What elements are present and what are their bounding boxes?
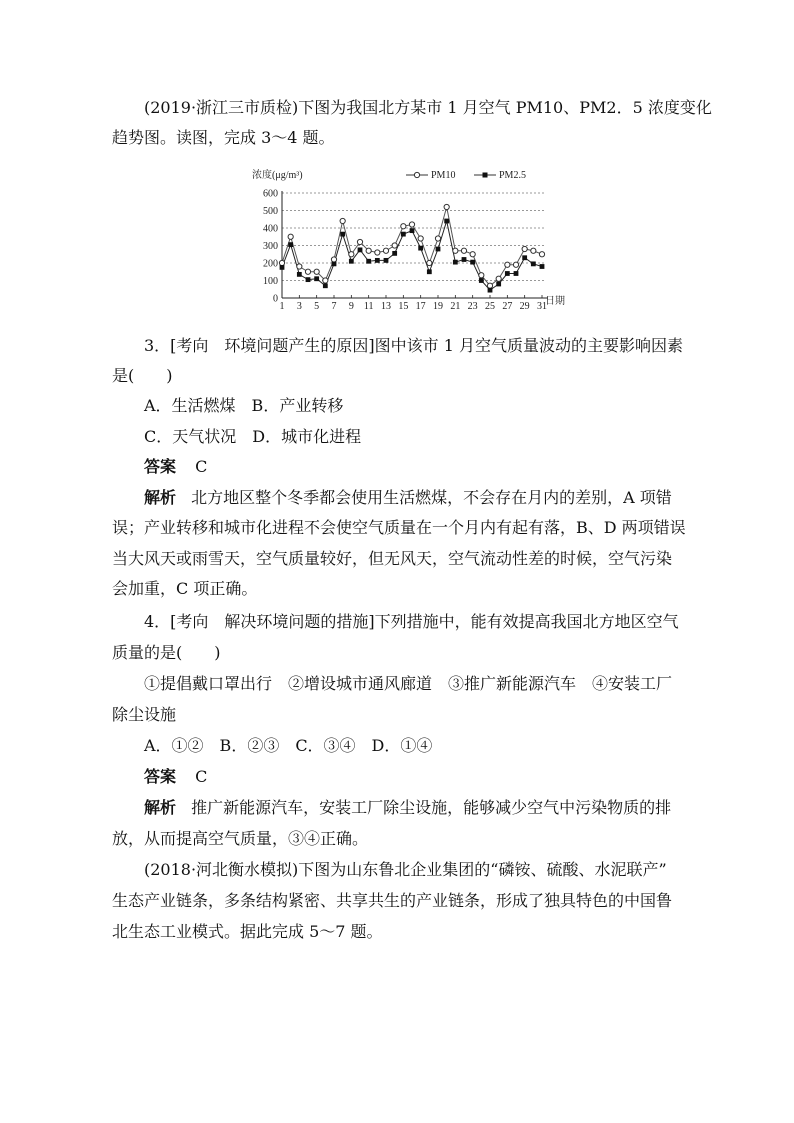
x-tick-label: 7 [331,301,337,312]
x-tick-label: 5 [314,301,320,312]
legend-pm25-label: PM2.5 [499,170,526,181]
data-point-pm25 [453,260,458,265]
x-tick-label: 17 [415,301,426,312]
data-point-pm10 [487,283,492,288]
data-point-pm25 [401,232,406,237]
y-tick-label: 100 [263,276,278,287]
data-point-pm25 [505,271,510,276]
data-point-pm10 [401,224,406,229]
q3-analysis-line-2: 误；产业转移和城市化进程不会使空气质量在一个月内有起有落，B、D 两项错误 [112,518,686,537]
q3-stem-line-1: 3．[考向 环境问题产生的原因]图中该市 1 月空气质量波动的主要影响因素 [144,336,684,355]
data-point-pm10 [340,218,345,223]
plot-area [263,189,548,313]
data-point-pm10 [409,222,414,227]
data-point-pm25 [375,258,380,263]
q3-analysis-line-1 [144,488,672,508]
data-point-pm25 [349,259,354,264]
data-point-pm10 [461,248,466,253]
data-point-pm25 [514,271,519,276]
data-point-pm10 [357,239,362,244]
q4-analysis-line-2: 放，从而提高空气质量，③④正确。 [112,829,369,848]
q3-stem-line-2: 是( ) [112,366,173,385]
q3-options-cd: C．天气状况 D．城市化进程 [144,427,362,446]
data-point-pm10 [288,234,293,239]
data-point-pm10 [539,252,544,257]
data-point-pm10 [496,276,501,281]
data-point-pm10 [331,257,336,262]
x-tick-label: 21 [450,301,461,312]
intro-2-line-2: 生态产业链条，多条结构紧密、共享共生的产业链条，形成了独具特色的中国鲁 [112,891,673,910]
data-point-pm25 [358,247,363,252]
data-point-pm10 [513,262,518,267]
analysis-text: 推广新能源汽车，安装工厂除尘设施，能够减少空气中污染物质的排 [191,798,672,817]
data-point-pm25 [297,272,302,277]
data-point-pm25 [488,288,493,293]
data-point-pm10 [522,246,527,251]
y-tick-label: 600 [263,188,278,200]
data-point-pm25 [470,260,475,265]
data-point-pm10 [479,273,484,278]
y-tick-label: 500 [263,206,278,217]
data-point-pm25 [479,278,484,283]
data-point-pm10 [435,236,440,241]
x-tick-label: 1 [279,301,285,312]
data-point-pm10 [444,204,449,209]
y-tick-label: 0 [273,293,278,305]
q4-items-line-1: ①提倡戴口罩出行 ②增设城市通风廊道 ③推广新能源汽车 ④安装工厂 [144,674,673,693]
data-point-pm10 [305,269,310,274]
data-point-pm10 [297,264,302,269]
intro-1-line-1: (2019·浙江三市质检)下图为我国北方某市 1 月空气 PM10、PM2．5 浓度变化 [144,98,712,117]
q3-answer-row [144,457,207,477]
data-point-pm25 [496,282,501,287]
data-point-pm10 [323,278,328,283]
series-line-pm10 [282,207,542,286]
data-point-pm25 [410,228,415,233]
y-tick-label: 300 [263,241,278,252]
q4-analysis-line-1 [144,798,671,818]
data-point-pm25 [462,257,467,262]
q3-options-ab: A．生活燃煤 B．产业转移 [144,396,344,415]
data-point-pm10 [375,250,380,255]
chart-legend [406,170,526,181]
intro-2-line-3: 北生态工业模式。据此完成 5～7 题。 [112,922,383,941]
q4-answer-row [144,767,207,787]
data-point-pm25 [332,261,337,266]
analysis-text: 北方地区整个冬季都会使用生活燃煤，不会存在月内的差别，A 项错 [191,488,672,507]
data-point-pm10 [349,252,354,257]
x-axis-label: 日期 [545,296,565,307]
analysis-label: 解析 [144,488,177,507]
data-point-pm25 [280,265,285,270]
answer-label: 答案 [144,457,177,476]
data-point-pm10 [314,269,319,274]
intro-2-line-1: (2018·河北衡水模拟)下图为山东鲁北企业集团的“磷铵、硫酸、水泥联产” [144,860,667,879]
data-point-pm25 [392,251,397,256]
y-axis-label: 浓度(μg/m³) [252,170,303,181]
data-point-pm25 [427,269,432,274]
x-tick-label: 11 [363,301,374,312]
q4-stem-line-2: 质量的是( ) [112,643,221,662]
legend-pm10-label: PM10 [431,170,456,181]
pm-concentration-chart [248,164,578,316]
data-point-pm10 [453,248,458,253]
x-tick-label: 9 [348,301,354,312]
x-tick-label: 31 [537,301,547,312]
data-point-pm25 [522,255,527,260]
data-point-pm25 [314,276,319,281]
data-point-pm25 [540,264,545,269]
data-point-pm25 [366,259,371,264]
data-point-pm25 [323,283,328,288]
data-point-pm10 [366,248,371,253]
q4-options: A．①② B．②③ C．③④ D．①④ [144,736,433,755]
q4-items-line-2: 除尘设施 [112,705,177,724]
q3-analysis-line-4: 会加重，C 项正确。 [112,579,258,598]
data-point-pm10 [470,252,475,257]
legend-pm25-marker [483,173,488,178]
data-point-pm10 [383,248,388,253]
data-point-pm25 [436,247,441,252]
intro-1-line-2: 趋势图。读图，完成 3～4 题。 [112,128,335,147]
data-point-pm10 [392,243,397,248]
x-tick-label: 29 [519,301,530,312]
data-point-pm10 [427,260,432,265]
y-tick-label: 200 [263,258,278,270]
y-tick-label: 400 [263,223,278,235]
answer-label: 答案 [144,767,177,786]
x-tick-label: 19 [433,301,443,312]
x-tick-label: 23 [467,301,478,312]
data-point-pm25 [288,242,293,247]
data-point-pm10 [279,260,284,265]
data-point-pm10 [418,236,423,241]
data-point-pm25 [384,258,389,263]
q3-analysis-line-3: 当大风天或雨雪天，空气质量较好，但无风天，空气流动性差的时候，空气污染 [112,549,673,568]
data-point-pm25 [340,232,345,237]
x-tick-label: 13 [381,301,391,312]
data-point-pm25 [306,277,311,282]
data-point-pm25 [418,246,423,251]
x-tick-label: 27 [502,301,513,312]
data-point-pm10 [505,262,510,267]
analysis-label: 解析 [144,798,177,817]
answer-value: C [195,767,208,786]
data-point-pm25 [444,219,449,224]
legend-pm10-marker [414,172,419,177]
x-tick-label: 15 [398,301,409,312]
data-point-pm10 [531,248,536,253]
data-point-pm25 [531,261,536,266]
answer-value: C [195,457,208,476]
x-tick-label: 3 [296,301,302,312]
q4-stem-line-1: 4．[考向 解决环境问题的措施]下列措施中，能有效提高我国北方地区空气 [144,612,679,631]
x-tick-label: 25 [485,301,495,312]
